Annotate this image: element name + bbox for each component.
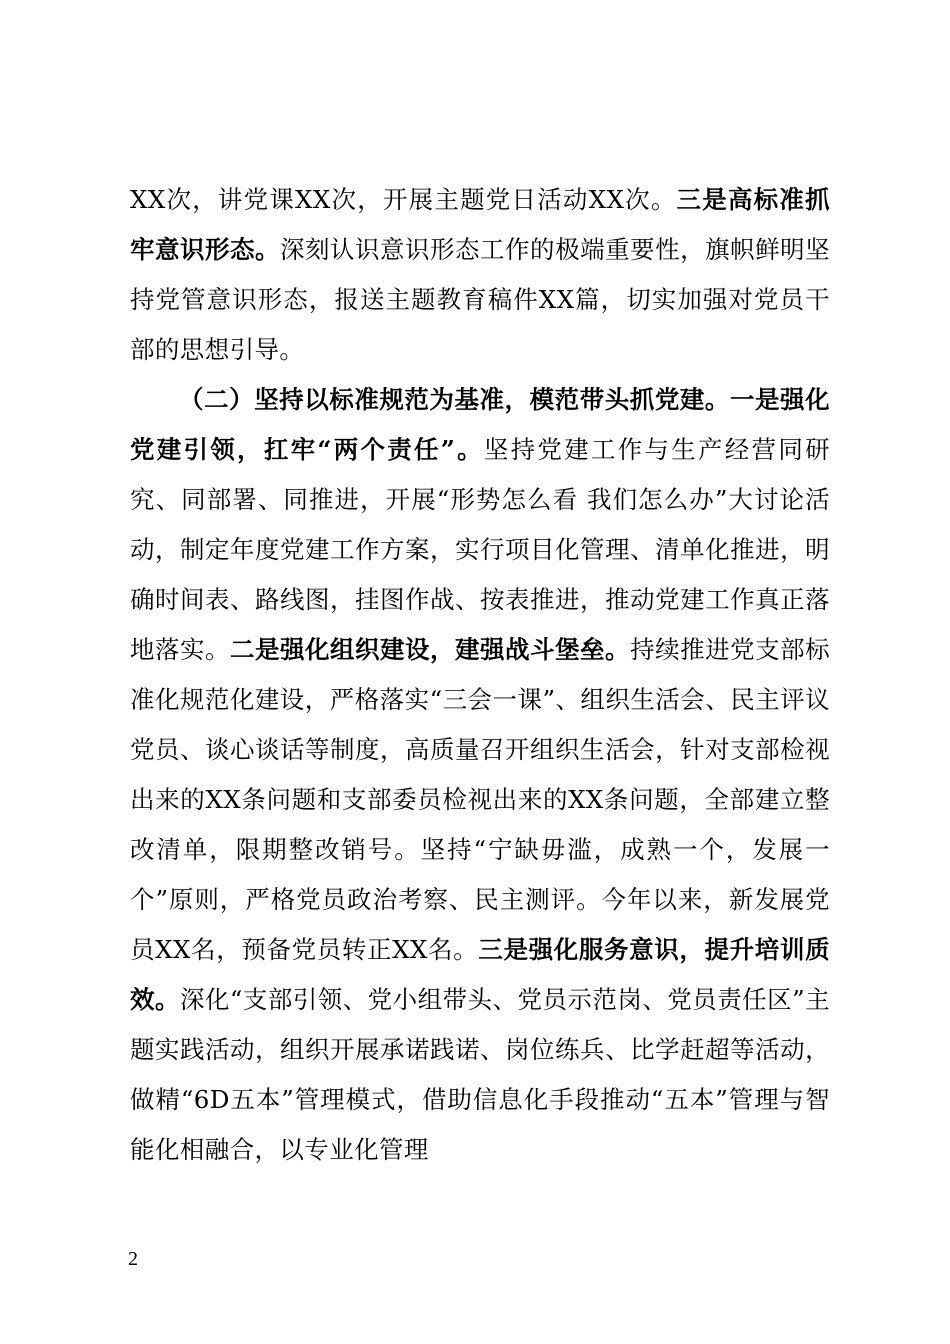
page-number: 2 (128, 1248, 138, 1270)
paragraph-1-text-1: XX次，讲党课XX次，开展主题党日活动XX次。 (130, 185, 677, 214)
document-body (130, 175, 830, 1175)
paragraph-1-heading-3: 三是高标准抓牢意识形态。 (130, 185, 830, 264)
paragraph-1-text-2: 深刻认识意识形态工作的极端重要性，旗帜鲜明坚持党管意识形态，报送主题教育稿件XX篇，切实加强对党员干部的思想引导。 (130, 235, 830, 364)
paragraph-2-text-3: 深化“支部引领、党小组带头、党员示范岗、党员责任区”主题实践活动，组织开展承诺践诺、岗位练兵、比学赶超等活动，做精“6D五本”管理模式，借助信息化手段推动“五本”管理与智能化相融合，以专业化管理 (130, 985, 830, 1164)
paragraph-2-text-1: 坚持党建工作与生产经营同研究、同部署、同推进，开展“形势怎么看 我们怎么办”大讨论活动，制定年度党建工作方案，实行项目化管理、清单化推进，明确时间表、路线图，挂图作战、按表推进，推动党建工作真正落地落实。 (130, 435, 830, 664)
paragraph-2-text-2: 持续推进党支部标准化规范化建设，严格落实“三会一课”、组织生活会、民主评议党员、谈心谈话等制度，高质量召开组织生活会，针对支部检视出来的XX条问题和支部委员检视出来的XX条问题，全部建立整改清单，限期整改销号。坚持“宁缺毋滥，成熟一个，发展一个”原则，严格党员政治考察、民主测评。今年以来，新发展党员XX名，预备党员转正XX名。 (130, 635, 830, 964)
paragraph-2 (130, 375, 830, 1175)
paragraph-1 (130, 175, 830, 375)
section-heading-2: （二）坚持以标准规范为基准，模范带头抓党建。 (179, 385, 730, 414)
subheading-2: 二是强化组织建设，建强战斗堡垒。 (230, 635, 631, 664)
subheading-1: 一是强化党建引领，扛牢“两个责任”。 (130, 385, 830, 464)
subheading-3: 三是强化服务意识，提升培训质效。 (130, 935, 830, 1014)
